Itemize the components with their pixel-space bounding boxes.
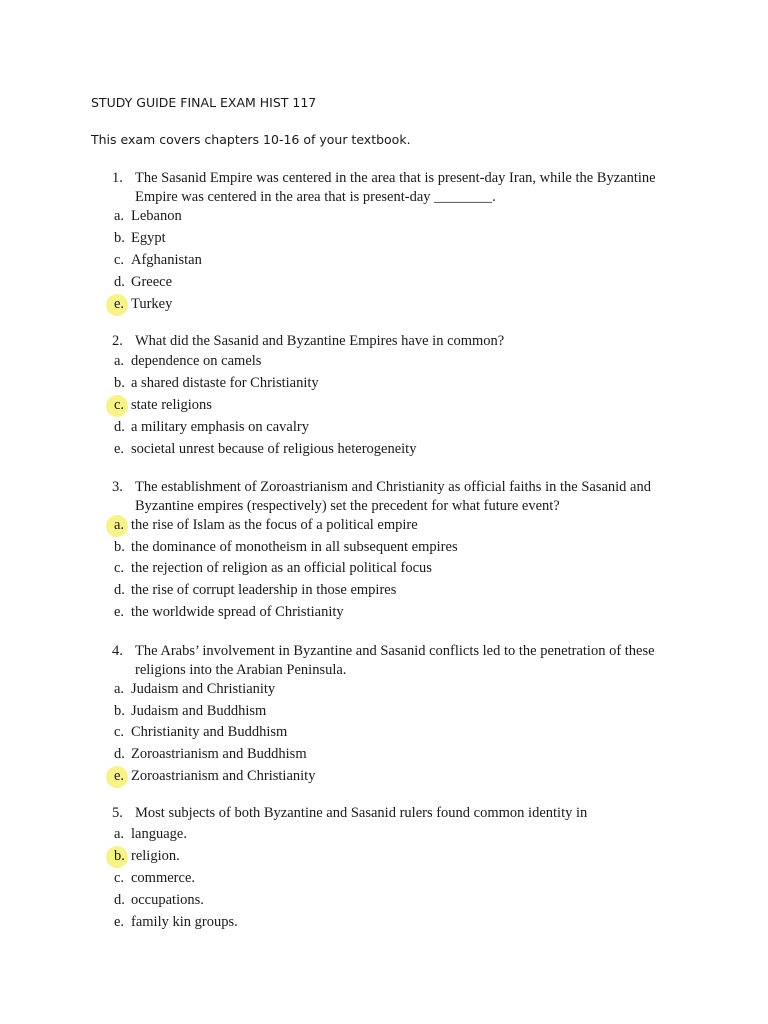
option-letter: d. xyxy=(114,274,125,290)
option-text: societal unrest because of religious heterogeneity xyxy=(131,441,417,457)
option-letter: b. xyxy=(114,848,125,864)
option-letter: c. xyxy=(114,560,125,576)
option-text: state religions xyxy=(131,397,212,413)
option-text: the dominance of monotheism in all subsequent empires xyxy=(131,539,458,555)
question-text-line: Most subjects of both Byzantine and Sasanid rulers found common identity in xyxy=(135,805,588,821)
option-letter: e. xyxy=(114,441,125,457)
question-text-line: The Sasanid Empire was centered in the area that is present-day Iran, while the Byzantine xyxy=(135,170,656,186)
option-text: the rejection of religion as an official political focus xyxy=(131,560,432,576)
option-letter: a. xyxy=(114,353,125,369)
option-letter: b. xyxy=(114,375,125,391)
question-text-line: Byzantine empires (respectively) set the precedent for what future event? xyxy=(135,498,560,514)
question-text-line: The Arabs’ involvement in Byzantine and Sasanid conflicts led to the penetration of these xyxy=(135,643,655,659)
question-text xyxy=(135,332,504,351)
page-title: STUDY GUIDE FINAL EXAM HIST 117 xyxy=(91,95,317,110)
option-text: a shared distaste for Christianity xyxy=(131,375,319,391)
option-letter: c. xyxy=(114,724,125,740)
option-letter: b. xyxy=(114,539,125,555)
question-text xyxy=(135,478,651,516)
question-text xyxy=(135,169,656,207)
option-text: Lebanon xyxy=(131,208,182,224)
option-letter: a. xyxy=(114,681,125,697)
option-text: Zoroastrianism and Christianity xyxy=(131,768,316,784)
question-number: 1. xyxy=(112,170,123,186)
option-letter: b. xyxy=(114,703,125,719)
option-text: Judaism and Christianity xyxy=(131,681,276,697)
option-text: the rise of Islam as the focus of a political empire xyxy=(131,517,418,533)
option-text: the rise of corrupt leadership in those empires xyxy=(131,582,397,598)
question-text-line: What did the Sasanid and Byzantine Empires have in common? xyxy=(135,333,505,349)
option-letter: a. xyxy=(114,208,125,224)
option-letter: c. xyxy=(114,252,125,268)
option-text: Christianity and Buddhism xyxy=(131,724,288,740)
option-letter: d. xyxy=(114,582,125,598)
option-text: Zoroastrianism and Buddhism xyxy=(131,746,307,762)
option-text: the worldwide spread of Christianity xyxy=(131,604,344,620)
option-text: Judaism and Buddhism xyxy=(131,703,267,719)
option-text: dependence on camels xyxy=(131,353,262,369)
option-text: language. xyxy=(131,826,187,842)
option-letter: c. xyxy=(114,870,125,886)
option-letter: b. xyxy=(114,230,125,246)
option-letter: d. xyxy=(114,419,125,435)
option-text: Turkey xyxy=(131,296,173,312)
question-number: 4. xyxy=(112,643,123,659)
option-letter: e. xyxy=(114,768,125,784)
option-letter: a. xyxy=(114,826,125,842)
option-text: commerce. xyxy=(131,870,196,886)
option-text: occupations. xyxy=(131,892,204,908)
option-letter: e. xyxy=(114,914,125,930)
question-text xyxy=(135,804,587,823)
question-number: 3. xyxy=(112,479,123,495)
option-letter: a. xyxy=(114,517,125,533)
question-text xyxy=(135,642,655,680)
option-text: Greece xyxy=(131,274,173,290)
question-number: 5. xyxy=(112,805,123,821)
question-text-line: Empire was centered in the area that is present-day ________. xyxy=(135,189,496,205)
option-text: Egypt xyxy=(131,230,166,246)
option-text: a military emphasis on cavalry xyxy=(131,419,309,435)
option-text: religion. xyxy=(131,848,180,864)
question-number: 2. xyxy=(112,333,123,349)
option-text: family kin groups. xyxy=(131,914,238,930)
question-text-line: The establishment of Zoroastrianism and Christianity as official faiths in the Sasanid and xyxy=(135,479,651,495)
option-letter: d. xyxy=(114,892,125,908)
option-letter: e. xyxy=(114,296,125,312)
intro-text: This exam covers chapters 10-16 of your textbook. xyxy=(91,132,411,147)
option-letter: c. xyxy=(114,397,125,413)
option-text: Afghanistan xyxy=(131,252,202,268)
option-letter: d. xyxy=(114,746,125,762)
question-text-line: religions into the Arabian Peninsula. xyxy=(135,662,347,678)
option-letter: e. xyxy=(114,604,125,620)
